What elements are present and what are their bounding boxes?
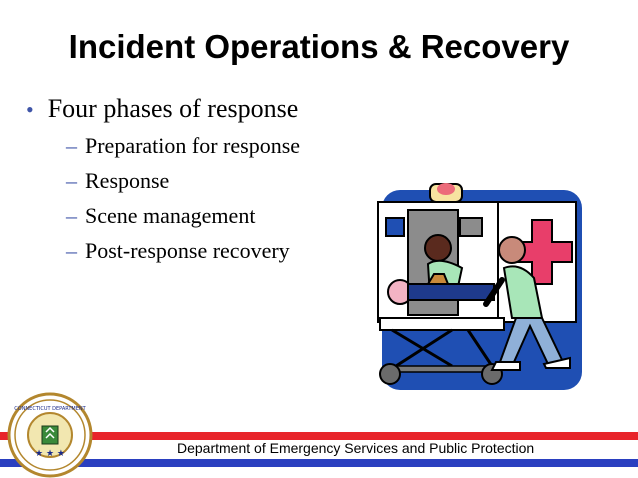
sub-item-text: Post-response recovery — [85, 238, 290, 263]
department-seal-icon — [6, 392, 94, 478]
footer-blue-stripe — [0, 459, 638, 467]
dash-icon: – — [66, 168, 77, 193]
sub-item — [66, 133, 300, 159]
dash-icon: – — [66, 238, 77, 263]
sub-item-text: Preparation for response — [85, 133, 301, 158]
footer-red-stripe — [0, 432, 638, 440]
bullet-dot-icon: • — [26, 97, 34, 122]
dash-icon: – — [66, 133, 77, 158]
svg-text:★ ★ ★: ★ ★ ★ — [35, 449, 65, 459]
sub-item — [66, 203, 300, 229]
sub-item-text: Response — [85, 168, 170, 193]
bullet-text: Four phases of response — [47, 94, 299, 123]
sub-item — [66, 238, 300, 264]
slide-title: Incident Operations & Recovery — [68, 28, 570, 65]
dash-icon: – — [66, 203, 77, 228]
bullet-item — [26, 94, 300, 124]
ambulance-clipart-icon — [368, 176, 606, 396]
footer-text: Department of Emergency Services and Public Protection — [177, 440, 535, 456]
svg-text:CONNECTICUT DEPARTMENT: CONNECTICUT DEPARTMENT — [14, 406, 86, 412]
sub-item — [66, 168, 300, 194]
sub-item-text: Scene management — [85, 203, 256, 228]
bullet-list — [26, 94, 300, 264]
